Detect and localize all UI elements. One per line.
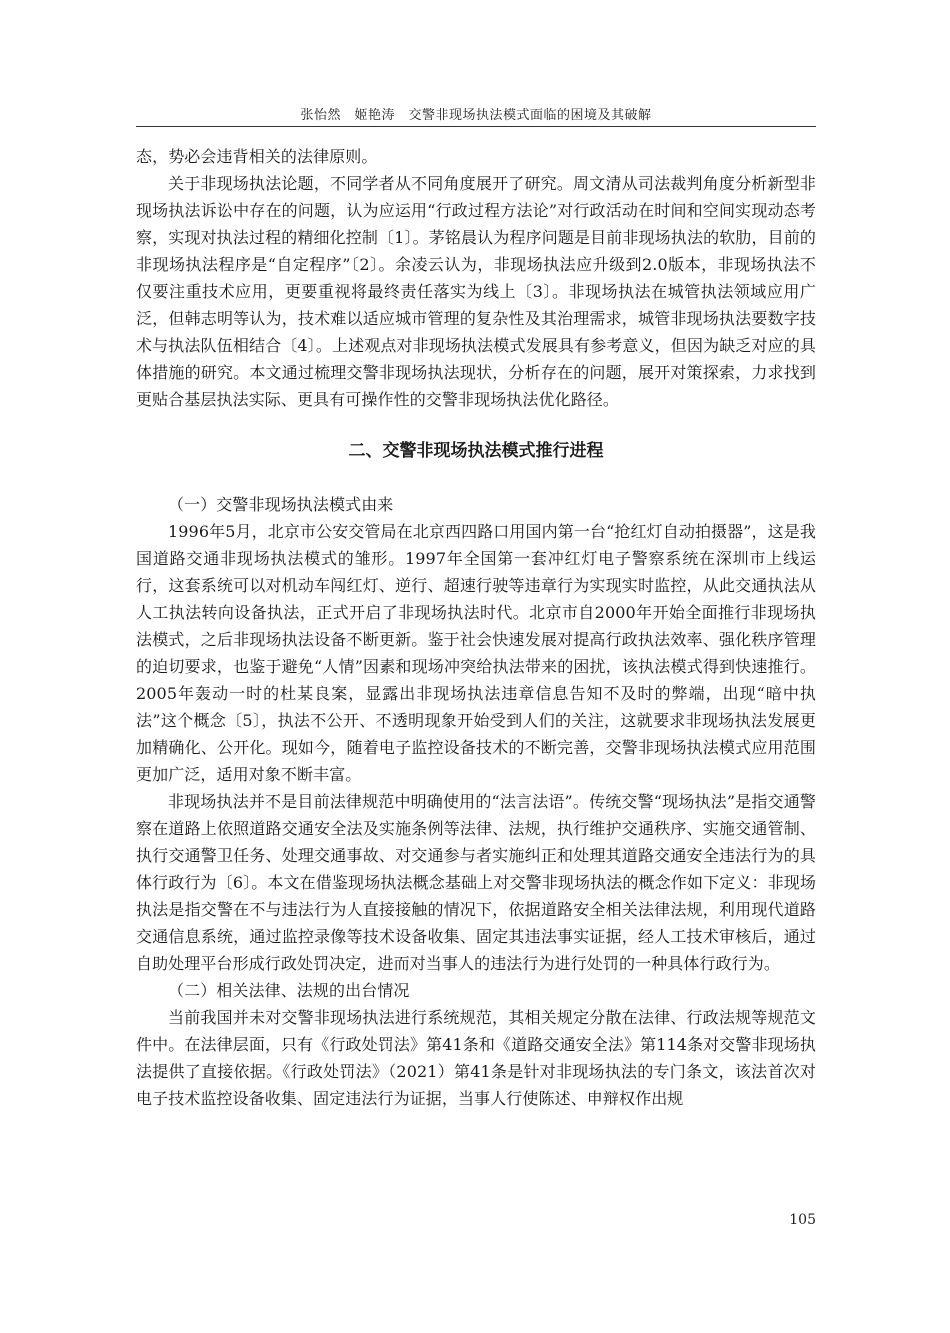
page-number: 105: [789, 1212, 816, 1228]
subsection-title-origin: （一）交警非现场执法模式由来: [168, 495, 394, 514]
paragraph-continuation: 态，势必会违背相关的法律原则。: [136, 147, 378, 166]
header-rule: [136, 126, 816, 127]
paragraph-literature-review: 关于非现场执法论题，不同学者从不同角度展开了研究。周文清从司法裁判角度分析新型非现场执法诉讼中存在的问题，认为应运用“行政过程方法论”对行政活动在时间和空间实现动态考察，实现对执法过程的精细化控制〔1〕。茅铭晨认为程序问题是目前非现场执法的软肋，目前的非现场执法程序是“自定程序”〔2〕。余凌云认为，非现场执法应升级到2.0版本，非现场执法不仅要注重技术应用，更要重视将最终责任落实为线上〔3〕。非现场执法在城管执法领域应用广泛，但韩志明等认为，技术难以适应城市管理的复杂性及其治理需求，城管非现场执法要数字技术与执法队伍相结合〔4〕。上述观点对非现场执法模式发展具有参考意义，但因为缺乏对应的具体措施的研究。本文通过梳理交警非现场执法现状，分析存在的问题，展开对策探索，力求找到更贴合基层执法实际、更具有可操作性的交警非现场执法优化路径。: [136, 174, 816, 409]
paragraph-definition: 非现场执法并不是目前法律规范中明确使用的“法言法语”。传统交警“现场执法”是指交通警察在道路上依照道路交通安全法及实施条例等法律、法规，执行维护交通秩序、实施交通管制、执行交通警卫任务、处理交通事故、对交通参与者实施纠正和处理其道路交通安全违法行为的具体行政行为〔6〕。本文在借鉴现场执法概念基础上对交警非现场执法的概念作如下定义：非现场执法是指交警在不与违法行为人直接接触的情况下，依据道路安全相关法律法规，利用现代道路交通信息系统，通过监控录像等技术设备收集、固定其违法事实证据，经人工技术审核后，通过自助处理平台形成行政处罚决定，进而对当事人的违法行为进行处罚的一种具体行政行为。: [136, 792, 816, 973]
running-header: 张怡然 姬艳涛 交警非现场执法模式面临的困境及其破解: [300, 108, 652, 123]
paragraph-history: 1996年5月，北京市公安交管局在北京西四路口用国内第一台“抢红灯自动拍摄器”，这是我国道路交通非现场执法模式的雏形。1997年全国第一套冲红灯电子警察系统在深圳市上线运行，这套系统可以对机动车闯红灯、逆行、超速行驶等违章行为实现实时监控，从此交通执法从人工执法转向设备执法，正式开启了非现场执法时代。北京市自2000年开始全面推行非现场执法模式，之后非现场执法设备不断更新。鉴于社会快速发展对提高行政执法效率、强化秩序管理的迫切要求，也鉴于避免“人情”因素和现场冲突给执法带来的困扰，该执法模式得到快速推行。2005年轰动一时的杜某良案，显露出非现场执法违章信息告知不及时的弊端，出现“暗中执法”这个概念〔5〕，执法不公开、不透明现象开始受到人们的关注，这就要求非现场执法发展更加精确化、公开化。现如今，随着电子监控设备技术的不断完善，交警非现场执法模式应用范围更加广泛，适用对象不断丰富。: [136, 522, 816, 784]
journal-page: [136, 0, 816, 1333]
paragraph-laws: 当前我国并未对交警非现场执法进行系统规范，其相关规定分散在法律、行政法规等规范文件中。在法律层面，只有《行政处罚法》第41条和《道路交通安全法》第114条对交警非现场执法提供了直接依据。《行政处罚法》（2021）第41条是针对非现场执法的专门条文，该法首次对电子技术监控设备收集、固定违法行为证据，当事人行使陈述、申辩权作出规: [136, 1008, 816, 1108]
article-body: [136, 143, 816, 1112]
section-heading: 二、交警非现场执法模式推行进程: [348, 441, 604, 461]
subsection-title-laws: （二）相关法律、法规的出台情况: [168, 981, 410, 1000]
